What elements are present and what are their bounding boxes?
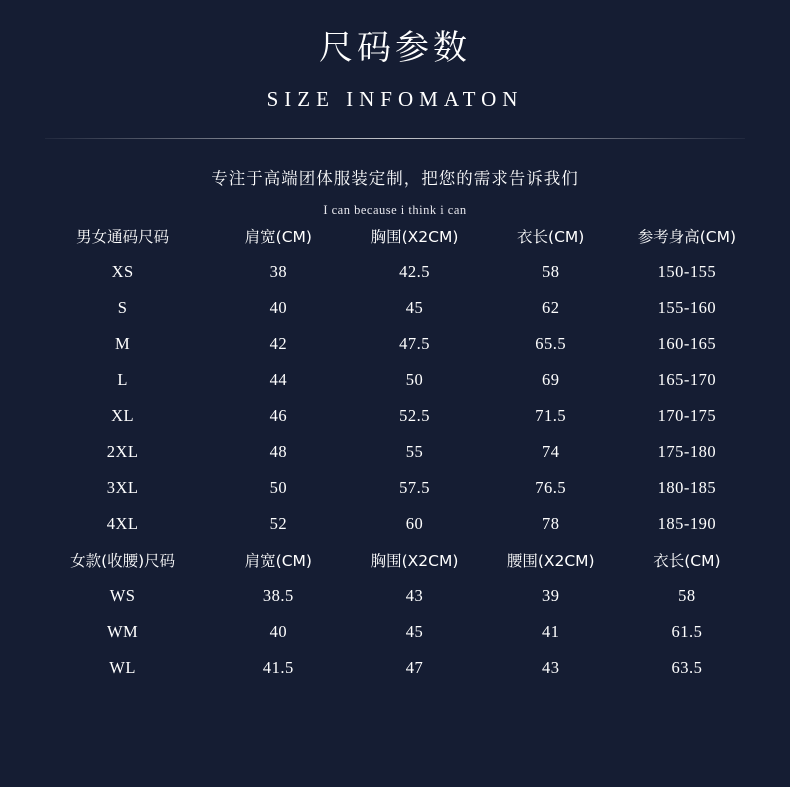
cell-chest: 47.5 — [399, 334, 430, 353]
cell-chest: 45 — [405, 298, 424, 317]
column-header-length: 衣长(CM) — [653, 552, 721, 570]
cell-length: 74 — [541, 442, 560, 461]
cell-size: L — [117, 370, 128, 389]
cell-height: 150-155 — [657, 262, 717, 281]
column-header-chest: 胸围(X2CM) — [370, 552, 459, 570]
column-header-waist: 腰围(X2CM) — [506, 552, 595, 570]
table-row — [35, 290, 755, 326]
women-size-table — [35, 542, 755, 686]
cell-height: 165-170 — [657, 370, 717, 389]
cell-height: 185-190 — [657, 514, 717, 533]
cell-size: 3XL — [106, 478, 139, 497]
cell-chest: 60 — [405, 514, 424, 533]
cell-length: 71.5 — [535, 406, 567, 425]
cell-shoulder: 41.5 — [262, 658, 294, 677]
table-row — [35, 326, 755, 362]
column-header-size: 男女通码尺码 — [76, 228, 170, 246]
cell-height: 175-180 — [657, 442, 717, 461]
page-title: 尺码参数 — [319, 28, 471, 68]
cell-height: 155-160 — [657, 298, 717, 317]
table-header-row — [35, 218, 755, 254]
cell-length: 65.5 — [535, 334, 567, 353]
cell-shoulder: 50 — [269, 478, 288, 497]
table-row — [35, 434, 755, 470]
cell-chest: 50 — [405, 370, 424, 389]
cell-height: 180-185 — [657, 478, 717, 497]
table-row — [35, 398, 755, 434]
cell-shoulder: 38.5 — [262, 586, 294, 605]
cell-shoulder: 40 — [269, 622, 288, 641]
column-header-chest: 胸围(X2CM) — [370, 228, 459, 246]
cell-height: 160-165 — [657, 334, 717, 353]
cell-shoulder: 38 — [269, 262, 288, 281]
cell-shoulder: 46 — [269, 406, 288, 425]
cell-length: 78 — [541, 514, 560, 533]
cell-chest: 47 — [405, 658, 424, 677]
cell-chest: 45 — [405, 622, 424, 641]
cell-length: 58 — [541, 262, 560, 281]
column-header-shoulder: 肩宽(CM) — [244, 228, 312, 246]
cell-chest: 43 — [405, 586, 424, 605]
cell-size: M — [115, 334, 131, 353]
table-row — [35, 650, 755, 686]
cell-chest: 55 — [405, 442, 424, 461]
cell-waist: 39 — [541, 586, 560, 605]
cell-chest: 52.5 — [399, 406, 430, 425]
column-header-length: 衣长(CM) — [517, 228, 585, 246]
cell-waist: 41 — [541, 622, 560, 641]
cell-shoulder: 40 — [269, 298, 288, 317]
cell-shoulder: 42 — [269, 334, 288, 353]
table-row — [35, 254, 755, 290]
column-header-shoulder: 肩宽(CM) — [244, 552, 312, 570]
subtitle-english: I can because i think i can — [323, 203, 467, 217]
cell-length: 69 — [541, 370, 560, 389]
cell-length: 61.5 — [671, 622, 703, 641]
column-header-height: 参考身高(CM) — [637, 228, 737, 246]
table-row — [35, 470, 755, 506]
cell-size: 2XL — [106, 442, 139, 461]
cell-length: 76.5 — [535, 478, 567, 497]
cell-shoulder: 52 — [269, 514, 288, 533]
unisex-size-table — [35, 218, 755, 542]
cell-shoulder: 44 — [269, 370, 288, 389]
subtitle-chinese: 专注于高端团体服装定制，把您的需求告诉我们 — [211, 169, 579, 188]
cell-waist: 43 — [541, 658, 560, 677]
cell-size: WL — [109, 658, 136, 677]
cell-chest: 57.5 — [399, 478, 430, 497]
cell-length: 63.5 — [671, 658, 703, 677]
cell-size: XS — [111, 262, 134, 281]
cell-size: S — [117, 298, 128, 317]
divider — [45, 138, 745, 139]
cell-size: XL — [111, 406, 135, 425]
cell-height: 170-175 — [657, 406, 717, 425]
table-row — [35, 362, 755, 398]
table-row — [35, 578, 755, 614]
cell-chest: 42.5 — [399, 262, 430, 281]
table-row — [35, 506, 755, 542]
cell-size: WS — [109, 586, 136, 605]
cell-size: WM — [106, 622, 139, 641]
column-header-size: 女款(收腰)尺码 — [70, 552, 176, 570]
cell-length: 62 — [541, 298, 560, 317]
table-header-row — [35, 542, 755, 578]
table-row — [35, 614, 755, 650]
cell-size: 4XL — [106, 514, 139, 533]
page-title-english: SIZE INFOMATON — [266, 87, 524, 111]
cell-length: 58 — [678, 586, 696, 605]
cell-shoulder: 48 — [269, 442, 288, 461]
